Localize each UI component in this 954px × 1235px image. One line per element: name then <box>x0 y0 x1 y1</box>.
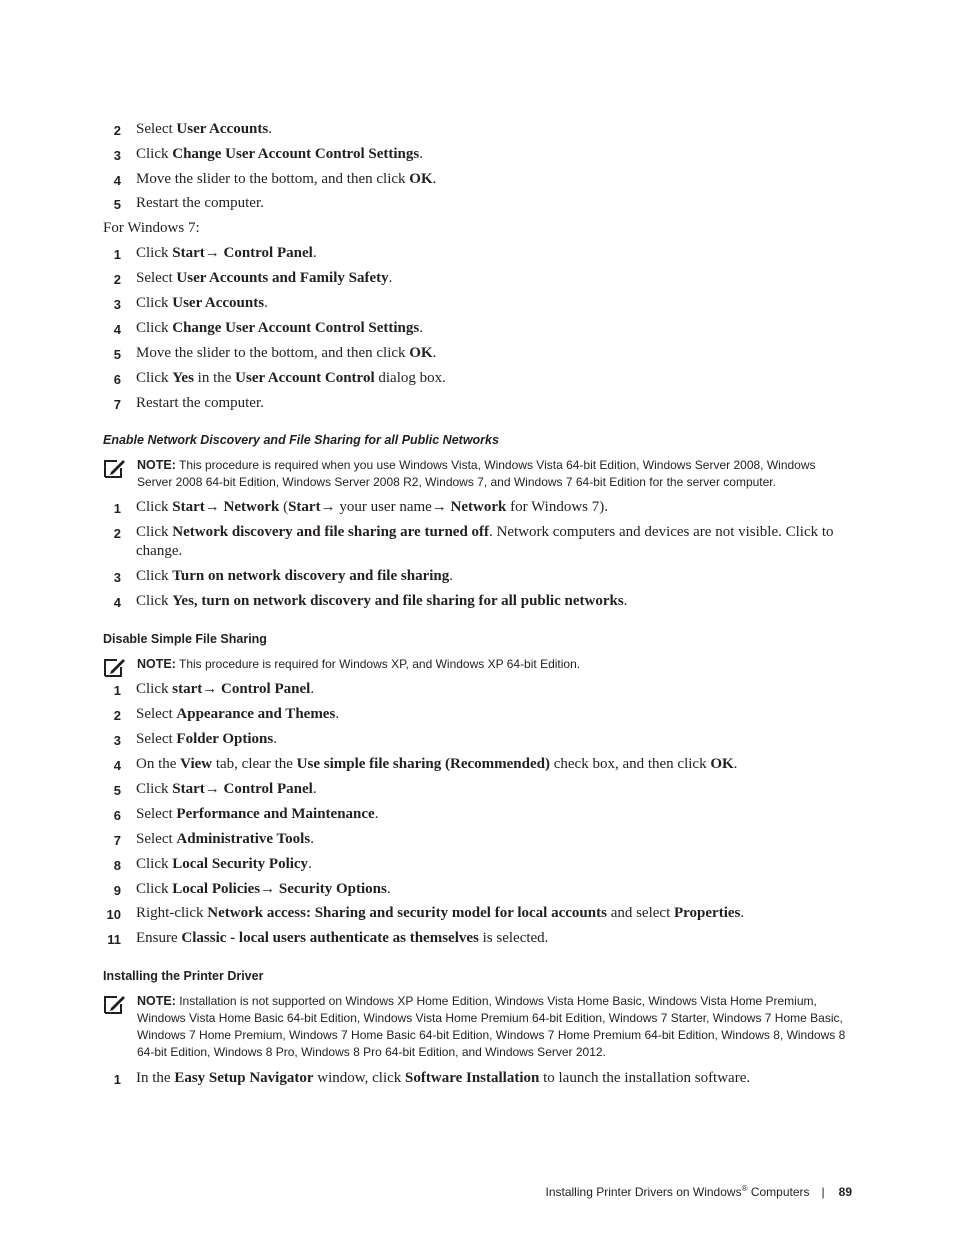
step-number: 2 <box>113 272 121 287</box>
ui-term: Software Installation <box>405 1070 540 1086</box>
step-number: 5 <box>113 197 121 212</box>
text-run: ( <box>279 499 289 515</box>
step-text <box>136 244 848 263</box>
text-run: . <box>740 905 745 921</box>
text-run: . <box>310 831 314 847</box>
step-number: 3 <box>113 148 121 163</box>
note-body: Installation is not supported on Windows XP Home Edition, Windows Vista Home Basic, Windows Vista Home Premium, Windows Vista Home Basic 64-bit Edition, Windows Vista Home Premium 64-bit Edition, Windows 7 Starter, Windows 7 Home Basic, Windows 7 Home Premium, Windows 7 Home Basic 64-bit Edition, Windows 7 Home Premium 64-bit Edition, Windows 8, Windows 8 64-bit Edition, Windows 8 Pro, Windows 8 Pro 64-bit Edition, and Windows Server 2012. <box>137 994 846 1059</box>
page-number: 89 <box>838 1185 852 1199</box>
text-run: → <box>204 245 224 261</box>
step-number: 9 <box>113 883 121 898</box>
step-number: 1 <box>113 1072 121 1087</box>
step-number: 2 <box>113 526 121 541</box>
text-run: in the <box>193 370 236 386</box>
step-number: 1 <box>113 247 121 262</box>
footer-title-suffix: Computers <box>747 1185 810 1199</box>
ui-term: User Accounts and Family Safety <box>176 270 389 286</box>
text-run: check box, and then click <box>549 756 711 772</box>
step-number: 6 <box>113 372 121 387</box>
ui-term: Turn on network discovery and file sharing <box>172 568 450 584</box>
text-run: . <box>308 856 312 872</box>
ui-term: Classic - local users authenticate as themselves <box>181 930 479 946</box>
step-text <box>136 394 848 413</box>
step-number: 3 <box>113 297 121 312</box>
note-pencil-icon <box>103 457 127 479</box>
footer-title: Installing Printer Drivers on Windows <box>545 1185 742 1199</box>
text-run: . <box>449 568 453 584</box>
text-run: . <box>310 681 315 697</box>
step-text <box>136 170 848 189</box>
ui-term: View <box>180 756 213 772</box>
text-run: Select <box>136 806 177 822</box>
section-heading-simple-file-sharing: Disable Simple File Sharing <box>103 632 267 646</box>
ui-term: Performance and Maintenance <box>176 806 375 822</box>
note-body: This procedure is required for Windows XP, and Windows XP 64-bit Edition. <box>175 657 581 671</box>
text-run: . <box>623 593 628 609</box>
step-text <box>136 929 848 948</box>
step-number: 2 <box>113 123 121 138</box>
step-text <box>136 830 848 849</box>
note-label: NOTE: <box>137 458 176 472</box>
note-text <box>137 993 853 1061</box>
note-label: NOTE: <box>137 657 176 671</box>
registered-mark: ® <box>741 1184 748 1193</box>
step-number: 4 <box>113 173 121 188</box>
text-run: → <box>202 681 221 697</box>
text-run: Click <box>136 881 173 897</box>
ui-term: Start <box>172 245 205 261</box>
step-number: 11 <box>107 932 121 947</box>
ui-term: start <box>172 681 203 697</box>
step-text <box>136 730 848 749</box>
ui-term: User Accounts <box>176 121 269 137</box>
ui-term: User Accounts <box>172 295 265 311</box>
ui-term: Start <box>288 499 321 515</box>
step-number: 7 <box>113 397 121 412</box>
step-number: 5 <box>113 783 121 798</box>
text-run: Select <box>136 121 177 137</box>
ui-term: User Account Control <box>235 370 375 386</box>
step-number: 4 <box>113 595 121 610</box>
ui-term: Folder Options <box>176 731 274 747</box>
ui-term: Properties <box>674 905 741 921</box>
ui-term: Administrative Tools <box>176 831 311 847</box>
page-footer <box>400 1180 852 1201</box>
step-text <box>136 369 848 388</box>
ui-term: Network access: Sharing and security model for local accounts <box>207 905 607 921</box>
ui-term: OK <box>409 171 433 187</box>
text-run: Right-click <box>136 905 208 921</box>
text-run: . <box>264 295 268 311</box>
step-text <box>136 523 848 561</box>
text-run: Ensure <box>136 930 182 946</box>
text-run: Restart the computer. <box>136 195 264 211</box>
text-run: Select <box>136 831 177 847</box>
text-run: tab, clear the <box>212 756 297 772</box>
text-run: Click <box>136 499 173 515</box>
text-run: Move the slider to the bottom, and then click <box>136 171 410 187</box>
ui-term: Control Panel <box>223 245 313 261</box>
text-run: . <box>419 320 423 336</box>
text-run: . Network computers and devices are not visible. Click to change. <box>136 524 834 559</box>
text-run: Click <box>136 146 173 162</box>
text-run: . <box>419 146 423 162</box>
ui-term: Change User Account Control Settings <box>172 146 420 162</box>
ui-term: Use simple file sharing (Recommended) <box>296 756 550 772</box>
ui-term: Yes <box>172 370 194 386</box>
text-run: . <box>273 731 277 747</box>
step-text <box>136 705 848 724</box>
step-text <box>136 805 848 824</box>
ui-term: Control Panel <box>223 781 313 797</box>
text-run: Restart the computer. <box>136 395 264 411</box>
text-run: Click <box>136 524 173 540</box>
step-number: 8 <box>113 858 121 873</box>
step-number: 6 <box>113 808 121 823</box>
step-text <box>136 680 848 699</box>
ui-term: Yes, turn on network discovery and file sharing for all public networks <box>172 593 624 609</box>
text-run: is selected. <box>478 930 549 946</box>
text-run: → <box>260 881 279 897</box>
ui-term: Change User Account Control Settings <box>172 320 420 336</box>
text-run: On the <box>136 756 181 772</box>
note-text <box>137 457 853 491</box>
ui-term: Start <box>172 499 205 515</box>
note-pencil-icon <box>103 993 127 1015</box>
note-box <box>103 656 853 678</box>
ui-term: OK <box>409 345 433 361</box>
step-number: 10 <box>106 907 121 922</box>
text-run: Select <box>136 706 177 722</box>
step-text <box>136 269 848 288</box>
step-text <box>136 294 848 313</box>
step-number: 4 <box>113 758 121 773</box>
text-run: Click <box>136 681 173 697</box>
ui-term: Local Policies <box>172 881 261 897</box>
section-heading-network-discovery: Enable Network Discovery and File Sharing for all Public Networks <box>103 433 499 447</box>
text-run: . <box>312 245 317 261</box>
step-text <box>136 194 848 213</box>
step-text <box>136 344 848 363</box>
text-run: Click <box>136 568 173 584</box>
step-text <box>136 319 848 338</box>
text-run: . <box>335 706 340 722</box>
step-text <box>136 904 848 923</box>
text-run: Click <box>136 781 173 797</box>
step-text <box>136 592 848 611</box>
note-box <box>103 993 853 1065</box>
ui-term: OK <box>710 756 734 772</box>
step-text <box>136 145 848 164</box>
text-run: to launch the installation software. <box>539 1070 751 1086</box>
step-text <box>136 567 848 586</box>
text-run: . <box>388 270 393 286</box>
note-body: This procedure is required when you use Windows Vista, Windows Vista 64-bit Edition, Windows Server 2008, Windows Server 2008 64-bit Edition, Windows Server 2008 R2, Windows 7, and Windows 7 64-bit Edition for the server computer. <box>137 458 816 489</box>
ui-term: Start <box>172 781 205 797</box>
ui-term: Local Security Policy <box>172 856 309 872</box>
text-run: . <box>312 781 317 797</box>
step-number: 7 <box>113 833 121 848</box>
text-run: Click <box>136 295 173 311</box>
ui-term: Control Panel <box>221 681 311 697</box>
text-run: . <box>268 121 272 137</box>
note-text <box>137 656 853 673</box>
step-text <box>136 855 848 874</box>
text-run: . <box>432 345 437 361</box>
text-run: . <box>374 806 379 822</box>
step-number: 3 <box>113 733 121 748</box>
ui-term: Security Options <box>278 881 387 897</box>
text-run: Click <box>136 370 173 386</box>
step-number: 3 <box>113 570 121 585</box>
text-run: window, click <box>313 1070 406 1086</box>
text-run: for Windows 7). <box>506 499 608 515</box>
text-run: Click <box>136 593 173 609</box>
step-text <box>136 120 848 139</box>
step-number: 1 <box>113 501 121 516</box>
ui-term: Easy Setup Navigator <box>174 1070 314 1086</box>
section-heading-installing-driver: Installing the Printer Driver <box>103 969 264 983</box>
text-run: Click <box>136 320 173 336</box>
step-text <box>136 780 848 799</box>
step-text <box>136 755 848 774</box>
text-run: → <box>204 781 224 797</box>
step-number: 2 <box>113 708 121 723</box>
step-number: 5 <box>113 347 121 362</box>
windows7-intro: For Windows 7: <box>103 220 200 236</box>
text-run: Click <box>136 245 173 261</box>
step-text <box>136 1069 848 1088</box>
footer-separator: | <box>821 1185 825 1199</box>
note-label: NOTE: <box>137 994 176 1008</box>
text-run: → your user name→ <box>320 499 451 515</box>
text-run: . <box>386 881 391 897</box>
ui-term: Network discovery and file sharing are turned off <box>172 524 490 540</box>
text-run: In the <box>136 1070 175 1086</box>
text-run: . <box>733 756 738 772</box>
ui-term: Network <box>223 499 280 515</box>
ui-term: Network <box>450 499 507 515</box>
note-box <box>103 457 853 493</box>
text-run: and select <box>606 905 674 921</box>
step-text <box>136 498 848 517</box>
text-run: dialog box. <box>374 370 446 386</box>
text-run: Move the slider to the bottom, and then click <box>136 345 410 361</box>
text-run: Click <box>136 856 173 872</box>
text-run: Select <box>136 270 177 286</box>
text-run: → <box>204 499 224 515</box>
text-run: . <box>432 171 437 187</box>
step-number: 4 <box>113 322 121 337</box>
ui-term: Appearance and Themes <box>176 706 336 722</box>
text-run: Select <box>136 731 177 747</box>
step-number: 1 <box>113 683 121 698</box>
step-text <box>136 880 848 899</box>
note-pencil-icon <box>103 656 127 678</box>
